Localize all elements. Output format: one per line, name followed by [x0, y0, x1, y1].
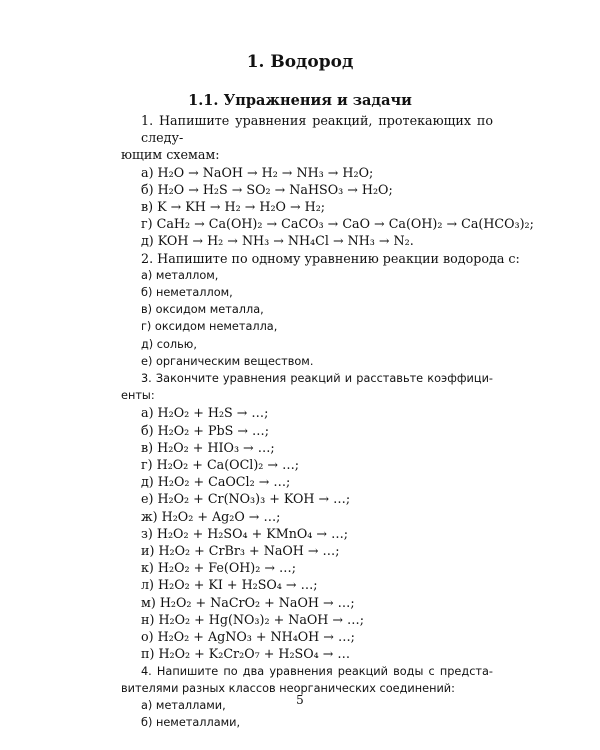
task4-item: б) неметаллами,: [141, 716, 241, 730]
task3-item: л) H₂O₂ + KI + H₂SO₄ → …;: [141, 577, 318, 593]
task2-item: д) солью,: [141, 337, 197, 351]
task1-item: б) H₂O → H₂S → SO₂ → NaHSO₃ → H₂O;: [141, 181, 393, 197]
task2-text: 2. Напишите по одному уравнению реакции водорода с:: [141, 250, 520, 266]
task1-text-line2: ющим схемам:: [121, 147, 220, 163]
task3-item: д) H₂O₂ + CaOCl₂ → …;: [141, 474, 291, 490]
task3-item: м) H₂O₂ + NaCrO₂ + NaOH → …;: [141, 594, 355, 610]
task4-text-line1: 4. Напишите по два уравнения реакций воды с предста-: [141, 664, 493, 678]
task3-text-line1: 3. Закончите уравнения реакций и расставьте коэффици-: [141, 372, 493, 386]
task1-item: а) H₂O → NaOH → H₂ → NH₃ → H₂O;: [141, 164, 374, 180]
page-number: 5: [296, 693, 304, 707]
task3-item: в) H₂O₂ + HIO₃ → …;: [141, 439, 275, 455]
task2-item: в) оксидом металла,: [141, 303, 264, 317]
task1-text-line1: 1. Напишите уравнения реакций, протекающих по следу-: [141, 113, 493, 146]
task2-item: а) металлом,: [141, 268, 219, 282]
section-title: 1.1. Упражнения и задачи: [188, 92, 412, 109]
task3-item: н) H₂O₂ + Hg(NO₃)₂ + NaOH → …;: [141, 611, 365, 627]
task4-text-line2: вителями разных классов неорганических соединений:: [121, 681, 455, 695]
task2-item: г) оксидом неметалла,: [141, 320, 278, 334]
task4-item: а) металлами,: [141, 698, 226, 712]
task3-item: и) H₂O₂ + CrBr₃ + NaOH → …;: [141, 543, 340, 559]
task3-text-line2: енты:: [121, 389, 155, 403]
task3-item: б) H₂O₂ + PbS → …;: [141, 422, 269, 438]
task3-item: п) H₂O₂ + K₂Cr₂O₇ + H₂SO₄ → …: [141, 646, 351, 662]
task1-item: в) K → KH → H₂ → H₂O → H₂;: [141, 199, 326, 215]
task2-item: е) органическим веществом.: [141, 354, 314, 368]
task3-item: ж) H₂O₂ + Ag₂O → …;: [141, 508, 281, 524]
task3-item: к) H₂O₂ + Fe(OH)₂ → …;: [141, 560, 296, 576]
task3-item: з) H₂O₂ + H₂SO₄ + KMnO₄ → …;: [141, 525, 349, 541]
exercises-body: [121, 112, 534, 731]
task1-item: г) CaH₂ → Ca(OH)₂ → CaCO₃ → CaO → Ca(OH)₂ → Ca(HCO₃)₂;: [141, 216, 534, 232]
chapter-title: 1. Водород: [246, 52, 354, 72]
task3-item: г) H₂O₂ + Ca(OCl)₂ → …;: [141, 457, 300, 473]
task3-item: о) H₂O₂ + AgNO₃ + NH₄OH → …;: [141, 629, 355, 645]
task2-item: б) неметаллом,: [141, 286, 233, 300]
task1-item: д) KOH → H₂ → NH₃ → NH₄Cl → NH₃ → N₂.: [141, 233, 414, 249]
task3-item: а) H₂O₂ + H₂S → …;: [141, 405, 269, 421]
task3-item: е) H₂O₂ + Cr(NO₃)₃ + KOH → …;: [141, 491, 351, 507]
